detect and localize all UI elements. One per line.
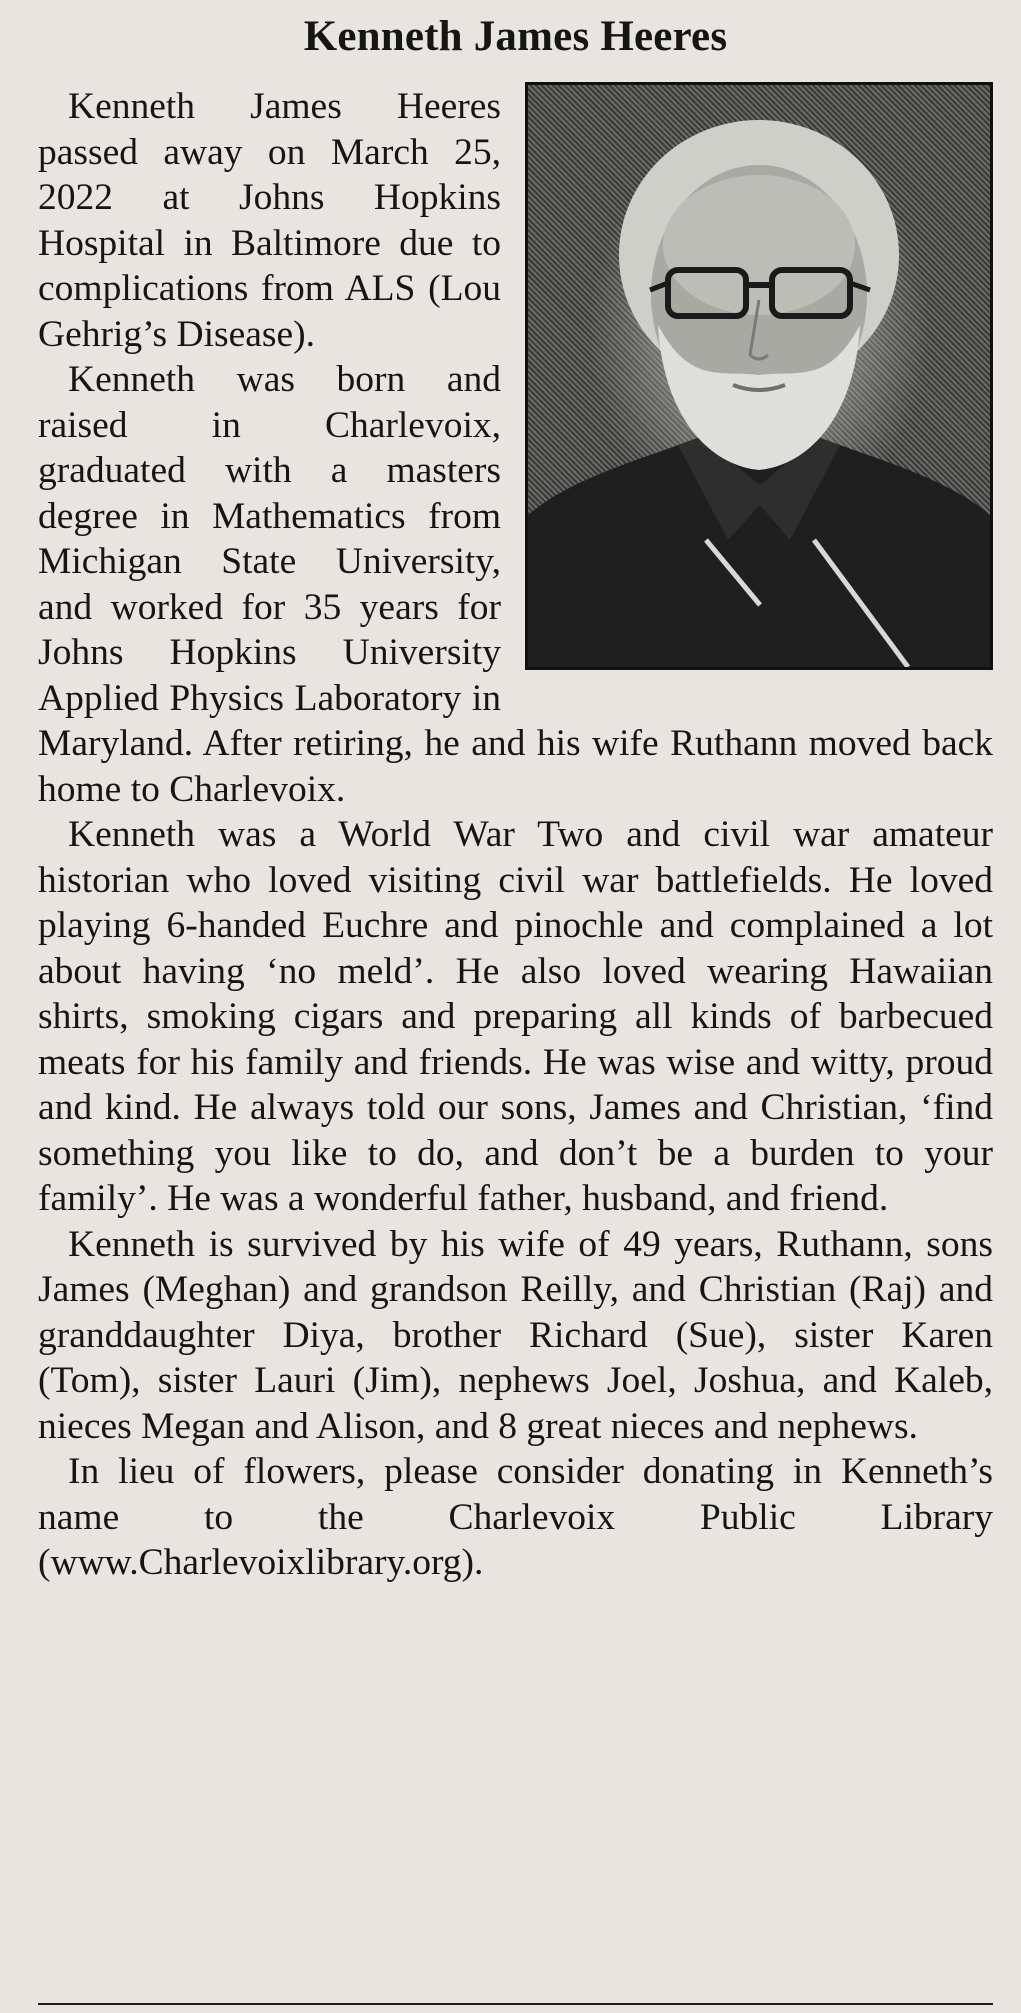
bottom-rule (38, 2003, 993, 2005)
portrait-illustration (528, 85, 990, 667)
paragraph-donations: In lieu of flowers, please consider donating in Kenneth’s name to the Charlevoix Public Library (www.Charlevoixlibrary.org). (38, 1451, 993, 1583)
paragraph-survivors: Kenneth is survived by his wife of 49 years, Ruthann, sons James (Meghan) and grandson Reilly, and Christian (Raj) and granddaughter Diya, brother Richard (Sue), sister Karen (Tom), sister Lauri (Jim), nephews Joel, Joshua, and Kaleb, nieces Megan and Alison, and 8 great nieces and nephews. (38, 1223, 993, 1447)
paragraph-career: Kenneth was born and raised in Charlevoix, graduated with a masters degree in Mathematics from Michigan State University, and worked for 35 years for Johns Hopkins University Applied Physics Laboratory in Maryland. After retiring, he and his wife Ruthann moved back home to Charlevoix. (38, 359, 993, 810)
paragraph-interests: Kenneth was a World War Two and civil war amateur historian who loved visiting civil war battlefields. He loved playing 6-handed Euchre and pinochle and complained a lot about having ‘no meld’. He also loved wearing Hawaiian shirts, smoking cigars and preparing all kinds of barbecued meats for his family and friends. He was wise and witty, proud and kind. He always told our sons, James and Christian, ‘find something you like to do, and don’t be a burden to your family’. He was a wonderful father, husband, and friend. (38, 814, 993, 1219)
paragraph-death: Kenneth James Heeres passed away on March 25, 2022 at Johns Hopkins Hospital in Baltimore due to complications from ALS (Lou Gehrig’s Disease). (38, 86, 501, 355)
obituary-body (38, 84, 993, 1586)
headline: Kenneth James Heeres (303, 13, 728, 60)
portrait-photo (525, 82, 993, 670)
